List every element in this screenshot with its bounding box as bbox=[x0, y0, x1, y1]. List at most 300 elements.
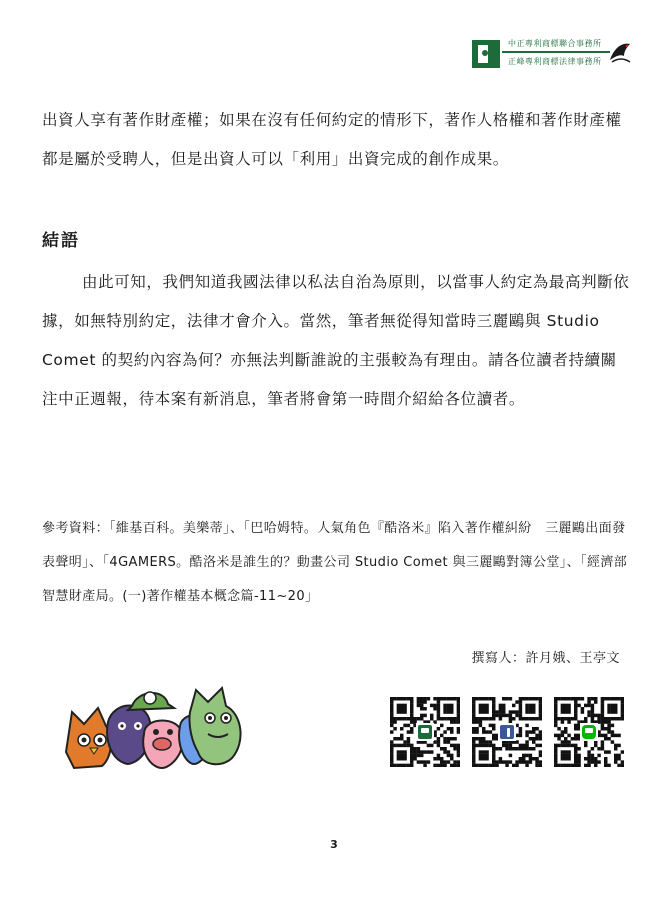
qr-module bbox=[611, 740, 614, 743]
qr-module bbox=[390, 747, 393, 750]
qr-module bbox=[587, 710, 590, 713]
qr-module bbox=[393, 744, 396, 747]
qr-module bbox=[571, 744, 574, 747]
qr-module bbox=[472, 760, 475, 763]
qr-module bbox=[437, 710, 440, 713]
qr-module bbox=[472, 704, 475, 707]
qr-module bbox=[535, 727, 538, 730]
qr-module bbox=[479, 720, 482, 723]
qr-module bbox=[492, 760, 495, 763]
qr-module bbox=[505, 697, 508, 700]
qr-module bbox=[453, 747, 456, 750]
qr-module bbox=[604, 727, 607, 730]
qr-module bbox=[390, 754, 393, 757]
qr-module bbox=[525, 730, 528, 733]
qr-module bbox=[443, 717, 446, 720]
qr-module bbox=[564, 704, 567, 707]
qr-module bbox=[499, 760, 502, 763]
qr-module bbox=[614, 747, 617, 750]
qr-module bbox=[482, 704, 485, 707]
qr-module bbox=[482, 754, 485, 757]
qr-module bbox=[591, 697, 594, 700]
qr-module bbox=[539, 704, 542, 707]
qr-module bbox=[574, 710, 577, 713]
qr-module bbox=[440, 697, 443, 700]
qr-module bbox=[604, 760, 607, 763]
qr-module bbox=[427, 760, 430, 763]
qr-module bbox=[564, 727, 567, 730]
qr-module bbox=[554, 707, 557, 710]
qr-module bbox=[519, 747, 522, 750]
qr-module bbox=[407, 717, 410, 720]
qr-module bbox=[591, 704, 594, 707]
qr-module bbox=[479, 704, 482, 707]
qr-module bbox=[574, 717, 577, 720]
qr-module bbox=[525, 724, 528, 727]
qr-module bbox=[400, 750, 403, 753]
qr-module bbox=[515, 747, 518, 750]
qr-module bbox=[535, 717, 538, 720]
qr-module bbox=[525, 710, 528, 713]
qr-module bbox=[440, 764, 443, 767]
qr-module bbox=[450, 754, 453, 757]
qr-module bbox=[485, 764, 488, 767]
qr-module bbox=[617, 744, 620, 747]
qr-module bbox=[499, 714, 502, 717]
qr-module bbox=[594, 744, 597, 747]
qr-module bbox=[601, 747, 604, 750]
qr-module bbox=[479, 710, 482, 713]
qr-module bbox=[591, 757, 594, 760]
qr-module bbox=[403, 764, 406, 767]
references: 參考資料：「維基百科。美樂蒂」、「巴哈姆特。人氣角色『酷洛米』陷入著作權糾紛 三麗鷗出面發表聲明」、「4GAMERS。酷洛米是誰生的？動畫公司 Studio Comet 與三麗鷗對簿公堂」、「經濟部智慧財產局。(一)著作權基本概念篇-11~20」 bbox=[42, 521, 628, 604]
qr-module bbox=[485, 757, 488, 760]
qr-module bbox=[594, 760, 597, 763]
qr-module bbox=[475, 744, 478, 747]
qr-module bbox=[525, 734, 528, 737]
qr-module bbox=[574, 760, 577, 763]
qr-module bbox=[574, 707, 577, 710]
qr-module bbox=[492, 734, 495, 737]
qr-module bbox=[482, 737, 485, 740]
qr-module bbox=[611, 717, 614, 720]
qr-module bbox=[505, 764, 508, 767]
qr-module bbox=[450, 704, 453, 707]
qr-module bbox=[519, 760, 522, 763]
qr-module bbox=[614, 754, 617, 757]
qr-module bbox=[535, 764, 538, 767]
qr-module bbox=[443, 710, 446, 713]
qr-module bbox=[584, 764, 587, 767]
qr-module bbox=[561, 730, 564, 733]
qr-module bbox=[457, 710, 460, 713]
qr-module bbox=[532, 730, 535, 733]
qr-module bbox=[403, 757, 406, 760]
firm-logo bbox=[472, 38, 632, 72]
qr-module bbox=[515, 714, 518, 717]
qr-module bbox=[393, 727, 396, 730]
qr-module bbox=[410, 744, 413, 747]
qr-module bbox=[390, 720, 393, 723]
qr-module bbox=[489, 724, 492, 727]
qr-module bbox=[502, 704, 505, 707]
qr-module bbox=[472, 710, 475, 713]
qr-module bbox=[423, 707, 426, 710]
qr-module bbox=[591, 710, 594, 713]
qr-module bbox=[437, 727, 440, 730]
qr-module bbox=[577, 757, 580, 760]
qr-module bbox=[502, 707, 505, 710]
qr-module bbox=[574, 700, 577, 703]
qr-module bbox=[611, 730, 614, 733]
qr-module bbox=[430, 750, 433, 753]
qr-code-line bbox=[554, 697, 624, 767]
qr-module bbox=[519, 730, 522, 733]
qr-module bbox=[423, 697, 426, 700]
qr-module bbox=[485, 710, 488, 713]
qr-module bbox=[587, 764, 590, 767]
qr-module bbox=[561, 757, 564, 760]
qr-module bbox=[489, 740, 492, 743]
qr-module bbox=[529, 737, 532, 740]
qr-module bbox=[557, 734, 560, 737]
qr-module bbox=[621, 707, 624, 710]
qr-module bbox=[403, 724, 406, 727]
qr-module bbox=[472, 700, 475, 703]
qr-module bbox=[564, 750, 567, 753]
qr-module bbox=[440, 747, 443, 750]
qr-module bbox=[492, 747, 495, 750]
qr-module bbox=[554, 720, 557, 723]
qr-module bbox=[525, 764, 528, 767]
qr-module bbox=[607, 750, 610, 753]
qr-module bbox=[440, 724, 443, 727]
qr-module bbox=[479, 757, 482, 760]
qr-module bbox=[390, 744, 393, 747]
qr-module bbox=[519, 734, 522, 737]
qr-module bbox=[447, 740, 450, 743]
qr-module bbox=[525, 754, 528, 757]
qr-module bbox=[554, 747, 557, 750]
qr-module bbox=[529, 697, 532, 700]
qr-module bbox=[403, 717, 406, 720]
qr-module bbox=[400, 707, 403, 710]
qr-module bbox=[393, 764, 396, 767]
qr-module bbox=[571, 764, 574, 767]
qr-module bbox=[525, 697, 528, 700]
qr-module bbox=[557, 744, 560, 747]
qr-module bbox=[614, 760, 617, 763]
qr-module bbox=[397, 754, 400, 757]
qr-module bbox=[505, 760, 508, 763]
qr-module bbox=[447, 727, 450, 730]
qr-module bbox=[554, 754, 557, 757]
body-paragraph-1: 出資人享有著作財產權；如果在沒有任何約定的情形下，著作人格權和著作財產權都是屬於受聘人，但是出資人可以「利用」出資完成的創作成果。 bbox=[42, 111, 622, 168]
qr-module bbox=[413, 754, 416, 757]
qr-module bbox=[539, 707, 542, 710]
qr-module bbox=[423, 760, 426, 763]
qr-module bbox=[397, 750, 400, 753]
qr-module bbox=[502, 744, 505, 747]
qr-module bbox=[475, 720, 478, 723]
qr-module bbox=[532, 697, 535, 700]
qr-module bbox=[407, 740, 410, 743]
qr-module bbox=[574, 727, 577, 730]
qr-module bbox=[515, 764, 518, 767]
qr-module bbox=[410, 714, 413, 717]
qr-module bbox=[621, 697, 624, 700]
qr-module bbox=[495, 760, 498, 763]
qr-module bbox=[479, 707, 482, 710]
qr-module bbox=[561, 710, 564, 713]
qr-module bbox=[492, 757, 495, 760]
qr-module bbox=[607, 764, 610, 767]
facebook-icon bbox=[498, 723, 516, 741]
qr-module bbox=[601, 720, 604, 723]
qr-module bbox=[440, 760, 443, 763]
qr-module bbox=[410, 700, 413, 703]
qr-module bbox=[485, 750, 488, 753]
qr-module bbox=[512, 764, 515, 767]
qr-module bbox=[492, 764, 495, 767]
qr-module bbox=[607, 704, 610, 707]
qr-module bbox=[453, 744, 456, 747]
qr-module bbox=[499, 747, 502, 750]
qr-module bbox=[614, 704, 617, 707]
qr-module bbox=[604, 737, 607, 740]
qr-module bbox=[472, 730, 475, 733]
qr-module bbox=[457, 730, 460, 733]
qr-module bbox=[400, 704, 403, 707]
qr-module bbox=[403, 740, 406, 743]
qr-module bbox=[403, 710, 406, 713]
qr-module bbox=[617, 764, 620, 767]
qr-module bbox=[614, 757, 617, 760]
qr-module bbox=[475, 717, 478, 720]
qr-module bbox=[485, 754, 488, 757]
qr-module bbox=[457, 707, 460, 710]
qr-module bbox=[492, 707, 495, 710]
qr-module bbox=[397, 710, 400, 713]
qr-module bbox=[561, 750, 564, 753]
qr-module bbox=[417, 704, 420, 707]
qr-module bbox=[492, 737, 495, 740]
qr-module bbox=[561, 764, 564, 767]
qr-module bbox=[574, 697, 577, 700]
qr-module bbox=[400, 734, 403, 737]
qr-module bbox=[597, 760, 600, 763]
qr-module bbox=[614, 707, 617, 710]
qr-module bbox=[403, 754, 406, 757]
qr-module bbox=[472, 764, 475, 767]
qr-module bbox=[390, 764, 393, 767]
qr-module bbox=[571, 717, 574, 720]
qr-module bbox=[574, 754, 577, 757]
qr-module bbox=[420, 707, 423, 710]
qr-module bbox=[509, 760, 512, 763]
qr-module bbox=[519, 727, 522, 730]
qr-module bbox=[574, 744, 577, 747]
qr-module bbox=[472, 757, 475, 760]
qr-module bbox=[539, 744, 542, 747]
qr-module bbox=[587, 700, 590, 703]
qr-module bbox=[505, 714, 508, 717]
authors: 撰寫人：許月娥、王亭文 bbox=[471, 651, 620, 666]
qr-module bbox=[495, 714, 498, 717]
qr-module bbox=[420, 760, 423, 763]
qr-module bbox=[584, 704, 587, 707]
qr-module bbox=[450, 697, 453, 700]
qr-module bbox=[447, 717, 450, 720]
qr-module bbox=[423, 750, 426, 753]
qr-module bbox=[423, 700, 426, 703]
qr-module bbox=[397, 697, 400, 700]
qr-module bbox=[420, 750, 423, 753]
qr-module bbox=[587, 714, 590, 717]
qr-module bbox=[472, 707, 475, 710]
qr-module bbox=[407, 764, 410, 767]
qr-module bbox=[601, 714, 604, 717]
qr-module bbox=[601, 700, 604, 703]
qr-module bbox=[554, 717, 557, 720]
qr-module bbox=[495, 710, 498, 713]
qr-module bbox=[492, 704, 495, 707]
qr-module bbox=[554, 714, 557, 717]
qr-module bbox=[607, 730, 610, 733]
qr-module bbox=[437, 700, 440, 703]
qr-module bbox=[604, 734, 607, 737]
body-paragraph-2: 由此可知，我們知道我國法律以私法自治為原則，以當事人約定為最高判斷依據，如無特別約定，法律才會介入。當然，筆者無從得知當時三麗鷗與 Studio Comet 的契約內容為何？亦無法判斷誰說的主張較為有理由。請各位讀者持續關注中正週報，待本案有新消息，筆者將會第一時間介紹給各位讀者。 bbox=[42, 273, 630, 408]
qr-module bbox=[485, 744, 488, 747]
qr-module bbox=[499, 710, 502, 713]
qr-module bbox=[472, 720, 475, 723]
qr-module bbox=[564, 710, 567, 713]
qr-module bbox=[485, 740, 488, 743]
qr-module bbox=[522, 754, 525, 757]
qr-module bbox=[410, 710, 413, 713]
qr-module bbox=[567, 717, 570, 720]
qr-module bbox=[554, 764, 557, 767]
qr-module bbox=[554, 724, 557, 727]
qr-module bbox=[489, 697, 492, 700]
qr-module bbox=[397, 707, 400, 710]
qr-module bbox=[447, 697, 450, 700]
qr-module bbox=[403, 704, 406, 707]
qr-module bbox=[457, 760, 460, 763]
qr-module bbox=[457, 750, 460, 753]
qr-module bbox=[457, 714, 460, 717]
qr-module bbox=[529, 730, 532, 733]
qr-module bbox=[574, 714, 577, 717]
qr-module bbox=[413, 747, 416, 750]
qr-module bbox=[437, 757, 440, 760]
logo-firm-name-1: 中正專利商標聯合事務所 bbox=[508, 39, 602, 48]
qr-module bbox=[577, 704, 580, 707]
qr-module bbox=[601, 727, 604, 730]
qr-module bbox=[482, 727, 485, 730]
qr-module bbox=[450, 717, 453, 720]
qr-module bbox=[427, 697, 430, 700]
qr-module bbox=[567, 720, 570, 723]
qr-module bbox=[397, 764, 400, 767]
qr-module bbox=[443, 764, 446, 767]
qr-module bbox=[410, 720, 413, 723]
qr-module bbox=[443, 704, 446, 707]
qr-module bbox=[390, 760, 393, 763]
qr-module bbox=[591, 717, 594, 720]
qr-module bbox=[532, 747, 535, 750]
qr-module bbox=[607, 707, 610, 710]
qr-module bbox=[457, 764, 460, 767]
qr-module bbox=[475, 764, 478, 767]
qr-module bbox=[492, 697, 495, 700]
qr-module bbox=[492, 700, 495, 703]
qr-module bbox=[390, 724, 393, 727]
qr-module bbox=[539, 730, 542, 733]
qr-module bbox=[587, 697, 590, 700]
qr-module bbox=[607, 717, 610, 720]
qr-module bbox=[584, 757, 587, 760]
qr-module bbox=[453, 737, 456, 740]
qr-module bbox=[472, 744, 475, 747]
qr-module bbox=[539, 710, 542, 713]
qr-module bbox=[535, 757, 538, 760]
qr-module bbox=[567, 764, 570, 767]
qr-module bbox=[591, 747, 594, 750]
qr-module bbox=[587, 757, 590, 760]
qr-module bbox=[601, 717, 604, 720]
qr-module bbox=[554, 760, 557, 763]
qr-module bbox=[427, 744, 430, 747]
qr-module bbox=[512, 717, 515, 720]
qr-module bbox=[525, 744, 528, 747]
qr-module bbox=[390, 697, 393, 700]
qr-module bbox=[492, 710, 495, 713]
qr-module bbox=[525, 704, 528, 707]
qr-module bbox=[601, 724, 604, 727]
qr-module bbox=[597, 714, 600, 717]
qr-module bbox=[482, 707, 485, 710]
qr-module bbox=[529, 760, 532, 763]
qr-module bbox=[564, 764, 567, 767]
qr-module bbox=[561, 740, 564, 743]
qr-module bbox=[574, 734, 577, 737]
qr-module bbox=[420, 754, 423, 757]
qr-module bbox=[535, 737, 538, 740]
qr-module bbox=[525, 760, 528, 763]
qr-module bbox=[447, 737, 450, 740]
qr-module bbox=[443, 730, 446, 733]
qr-module bbox=[512, 704, 515, 707]
qr-module bbox=[453, 697, 456, 700]
qr-module bbox=[532, 740, 535, 743]
qr-module bbox=[539, 764, 542, 767]
qr-module bbox=[479, 717, 482, 720]
qr-module bbox=[529, 710, 532, 713]
bird-logo-icon bbox=[608, 40, 632, 66]
qr-module bbox=[410, 704, 413, 707]
qr-module bbox=[492, 724, 495, 727]
qr-module bbox=[539, 717, 542, 720]
qr-code-brand bbox=[390, 697, 460, 767]
qr-module bbox=[554, 734, 557, 737]
qr-module bbox=[607, 720, 610, 723]
qr-module bbox=[561, 744, 564, 747]
qr-module bbox=[574, 750, 577, 753]
qr-module bbox=[489, 744, 492, 747]
qr-module bbox=[591, 760, 594, 763]
qr-module bbox=[499, 717, 502, 720]
